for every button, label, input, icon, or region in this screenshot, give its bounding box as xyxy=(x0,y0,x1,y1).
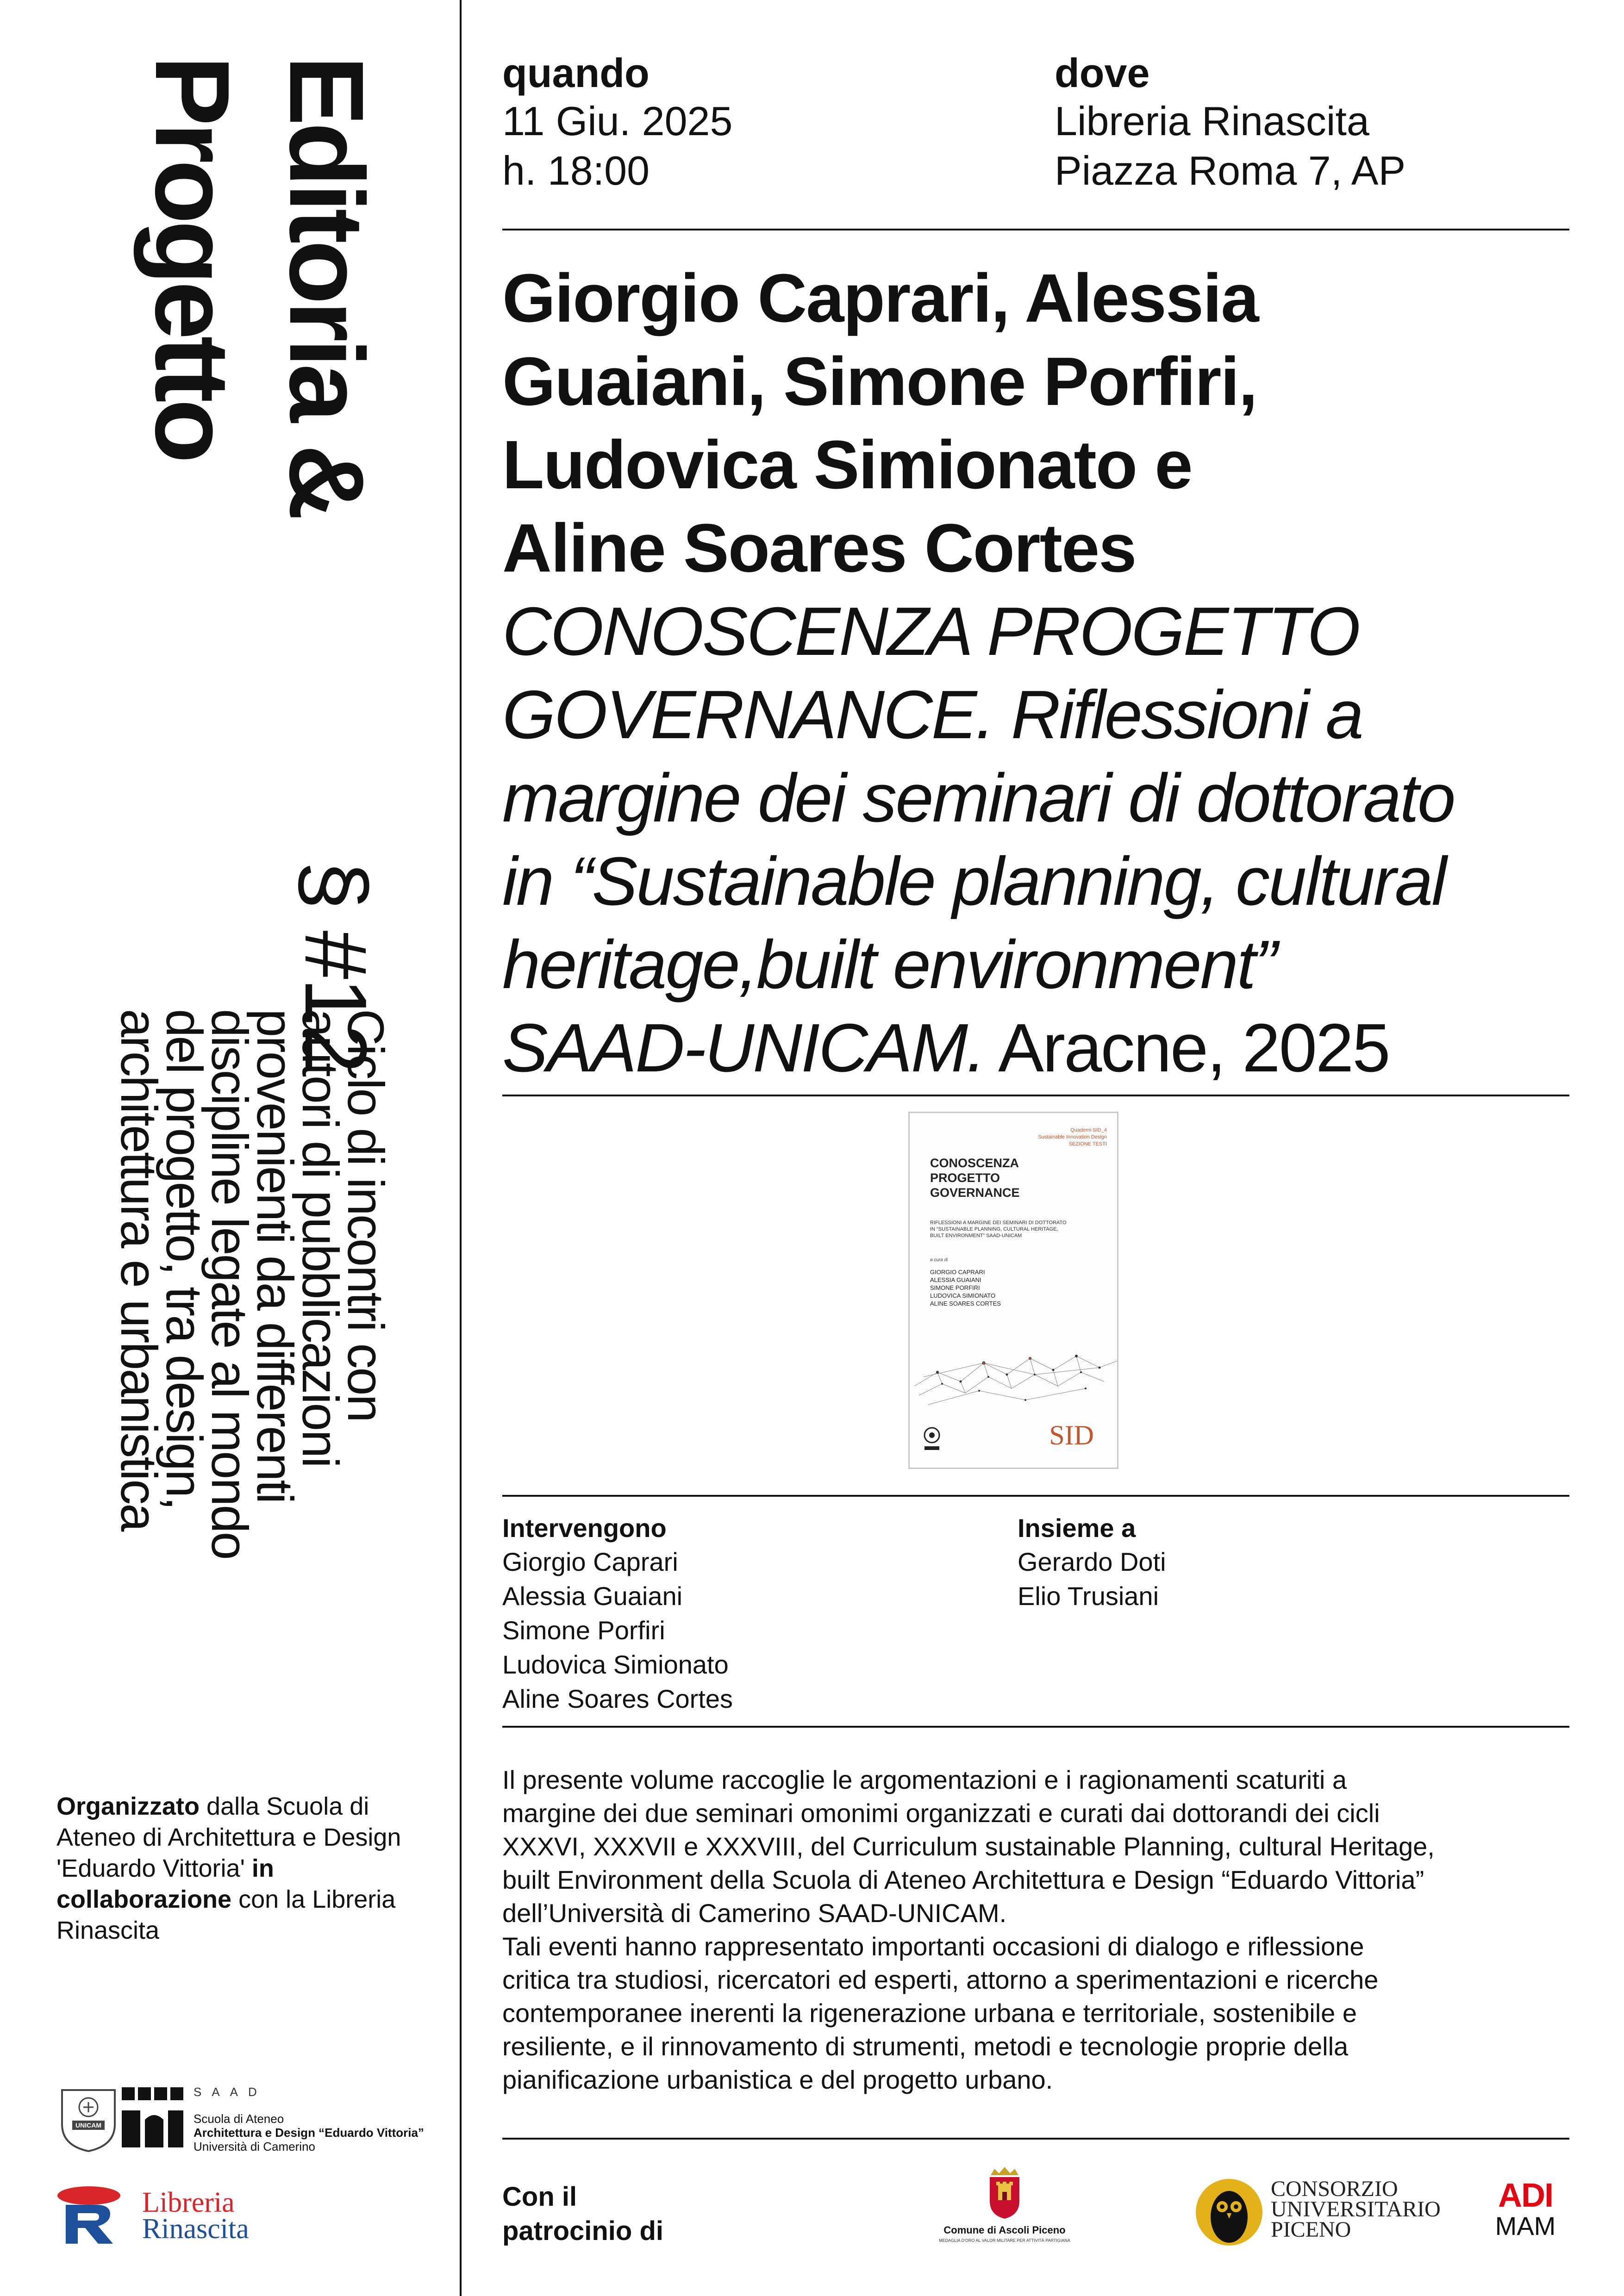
description-line: critica tra studiosi, ricercatori ed esperti, attorno a sperimentazioni e ricerche xyxy=(502,1965,1379,1994)
cover-curated: a cura di xyxy=(930,1257,948,1263)
description-line: pianificazione urbanistica e del progetto urbano. xyxy=(502,2065,1053,2094)
cover-series-line: Quaderni SID_4 xyxy=(1070,1127,1107,1133)
cover-subtitle-line: RIFLESSIONI A MARGINE DEI SEMINARI DI DOTTORATO xyxy=(930,1220,1067,1226)
collaboration-bold: in collaborazione xyxy=(56,1854,274,1913)
guests-heading: Insieme a xyxy=(1018,1513,1136,1543)
organizer-body: dalla Scuola di Ateneo di Architettura e Design 'Eduardo Vittoria' xyxy=(56,1792,401,1882)
desc-line: autori di pubblicazioni xyxy=(292,1009,349,1467)
desc-line: Ciclo di incontri con xyxy=(337,1009,394,1421)
cover-series-line: SEZIONE TESTI xyxy=(1068,1141,1107,1147)
consorzio-line: PICENO xyxy=(1271,2217,1351,2242)
series-number: § #12 xyxy=(287,861,385,1072)
title-line: CONOSCENZA PROGETTO xyxy=(502,593,1359,670)
author-line: Giorgio Caprari, Alessia xyxy=(502,260,1258,336)
cover-subtitle xyxy=(930,1220,1106,1239)
consorzio-universitario-logo xyxy=(1194,2171,1454,2259)
speaker-name: Ludovica Simionato xyxy=(502,1650,729,1679)
description-line: resiliente, e il rinnovamento di strumenti, metodi e tecnologie proprie della xyxy=(502,2032,1349,2061)
title-line: GOVERNANCE. Riflessioni a xyxy=(502,677,1362,753)
cover-title-line: GOVERNANCE xyxy=(930,1186,1020,1200)
speaker-name: Giorgio Caprari xyxy=(502,1547,678,1576)
adi-mam-logo xyxy=(1488,2179,1562,2244)
saad-university: Università di Camerino xyxy=(194,2140,315,2153)
when-label: quando xyxy=(502,50,650,96)
event-address: Piazza Roma 7, AP xyxy=(1055,148,1406,193)
organizer-bold: Organizzato xyxy=(56,1792,200,1820)
speaker-name: Aline Soares Cortes xyxy=(502,1684,733,1713)
collaboration-body: con la Libreria Rinascita xyxy=(56,1885,396,1944)
book-description xyxy=(502,1763,1567,2097)
desc-line: discipline legate al mondo xyxy=(201,1009,258,1559)
cover-title-line: PROGETTO xyxy=(930,1171,1000,1185)
patronage-label-line: Con il xyxy=(502,2182,577,2212)
rule-after-event xyxy=(502,229,1569,230)
title-line: margine dei seminari di dottorato xyxy=(502,760,1455,836)
author-line: Ludovica Simionato e xyxy=(502,427,1192,503)
patronage-label-line: patrocinio di xyxy=(502,2216,663,2246)
saad-mark-icon xyxy=(119,2085,189,2150)
book-cover-image xyxy=(908,1112,1118,1469)
cover-name: SIMONE PORFIRI xyxy=(930,1284,980,1291)
adi-text: ADI xyxy=(1498,2177,1553,2214)
consorzio-line: UNIVERSITARIO xyxy=(1271,2197,1441,2221)
cover-publisher-icon xyxy=(923,1426,941,1453)
cover-name: ALESSIA GUAIANI xyxy=(930,1276,981,1283)
book-title xyxy=(502,590,1590,1090)
column-divider xyxy=(460,0,462,2296)
cover-title xyxy=(930,1156,1020,1200)
rule-before-patronage xyxy=(502,2138,1569,2140)
cover-series-line: Sustainable Innovation Design xyxy=(1038,1134,1107,1140)
description-line: Tali eventi hanno rappresentato importanti occasioni di dialogo e riflessione xyxy=(502,1932,1364,1961)
event-date: 11 Giu. 2025 xyxy=(502,98,733,144)
description-line: Il presente volume raccoglie le argomentazioni e i ragionamenti scaturiti a xyxy=(502,1765,1347,1794)
desc-line: architettura e urbanistica xyxy=(110,1009,167,1531)
rinascita-word: Rinascita xyxy=(142,2213,249,2245)
saad-letters: SAAD xyxy=(194,2085,267,2099)
description-line: margine dei due seminari omonimi organizzati e curati dai dottorandi dei cicli xyxy=(502,1798,1380,1828)
ascoli-crest-icon xyxy=(986,2165,1023,2221)
mam-text: MAM xyxy=(1495,2211,1556,2240)
saad-logo xyxy=(119,2085,434,2154)
libreria-word: Libreria xyxy=(142,2187,235,2218)
consorzio-owl-icon xyxy=(1194,2171,1264,2254)
title-line: in “Sustainable planning, cultural xyxy=(502,843,1446,920)
book-publisher: Aracne, 2025 xyxy=(984,1010,1389,1086)
cover-name: LUDOVICA SIMIONATO xyxy=(930,1292,996,1299)
ascoli-name: Comune di Ascoli Piceno xyxy=(943,2224,1066,2236)
desc-line: provenienti da differenti xyxy=(246,1009,303,1503)
event-time: h. 18:00 xyxy=(502,148,650,193)
title-line-2: Progetto xyxy=(133,56,251,460)
ascoli-motto: MEDAGLIA D'ORO AL VALOR MILITARE PER ATTIVITÀ PARTIGIANA xyxy=(939,2238,1070,2243)
speaker-name: Simone Porfiri xyxy=(502,1616,665,1645)
unicam-logo xyxy=(56,2082,120,2153)
cover-network-graphic xyxy=(910,1331,1118,1419)
unicam-logo-text: UNICAM xyxy=(75,2122,101,2129)
cover-series xyxy=(1038,1127,1107,1148)
description-line: contemporanee inerenti la rigenerazione urbana e territoriale, sostenibile e xyxy=(502,1998,1357,2028)
title-line-last xyxy=(502,1007,1590,1090)
guest-name: Elio Trusiani xyxy=(1018,1581,1159,1611)
patronage-label xyxy=(502,2180,663,2248)
ascoli-piceno-logo xyxy=(935,2165,1074,2258)
saad-name: Architettura e Design “Eduardo Vittoria” xyxy=(194,2126,424,2140)
organizer-text xyxy=(56,1791,436,1946)
title-last: SAAD-UNICAM. xyxy=(502,1010,985,1086)
title-line-1: Editoria & xyxy=(268,56,385,517)
libreria-rinascita-logo xyxy=(56,2183,297,2247)
book-authors xyxy=(502,257,1590,590)
description-line: built Environment della Scuola di Ateneo Architettura e Design “Eduardo Vittoria” xyxy=(502,1865,1424,1894)
description-line: XXXVI, XXXVII e XXXVIII, del Curriculum sustainable Planning, cultural Heritage, xyxy=(502,1832,1435,1861)
cover-names xyxy=(930,1268,1001,1307)
speaker-name: Alessia Guaiani xyxy=(502,1581,683,1611)
author-line: Guaiani, Simone Porfiri, xyxy=(502,343,1257,420)
event-venue: Libreria Rinascita xyxy=(1055,98,1369,144)
description-line: dell’Università di Camerino SAAD-UNICAM. xyxy=(502,1898,1007,1928)
author-line: Aline Soares Cortes xyxy=(502,510,1136,586)
cover-subtitle-line: IN “SUSTAINABLE PLANNING, CULTURAL HERITAGE, xyxy=(930,1226,1058,1232)
desc-line: del progetto, tra design, xyxy=(156,1009,212,1509)
rule-after-title xyxy=(502,1095,1569,1096)
guest-name: Gerardo Doti xyxy=(1018,1547,1166,1576)
cover-sid-mark: SID xyxy=(1049,1420,1094,1450)
speakers-heading: Intervengono xyxy=(502,1513,667,1543)
rule-after-speakers xyxy=(502,1726,1569,1728)
rule-after-cover xyxy=(502,1495,1569,1497)
series-description xyxy=(110,1009,394,1559)
saad-school: Scuola di Ateneo xyxy=(194,2112,284,2126)
where-label: dove xyxy=(1055,50,1150,96)
title-line: heritage,built environment” xyxy=(502,927,1276,1003)
cover-subtitle-line: BUILT ENVIRONMENT” SAAD-UNICAM xyxy=(930,1233,1022,1238)
consorzio-line: CONSORZIO xyxy=(1271,2177,1398,2201)
cover-name: ALINE SOARES CORTES xyxy=(930,1300,1001,1307)
cover-name: GIORGIO CAPRARI xyxy=(930,1269,985,1276)
libreria-r-icon xyxy=(56,2183,140,2247)
poster-title xyxy=(125,56,394,517)
cover-title-line: CONOSCENZA xyxy=(930,1156,1019,1170)
